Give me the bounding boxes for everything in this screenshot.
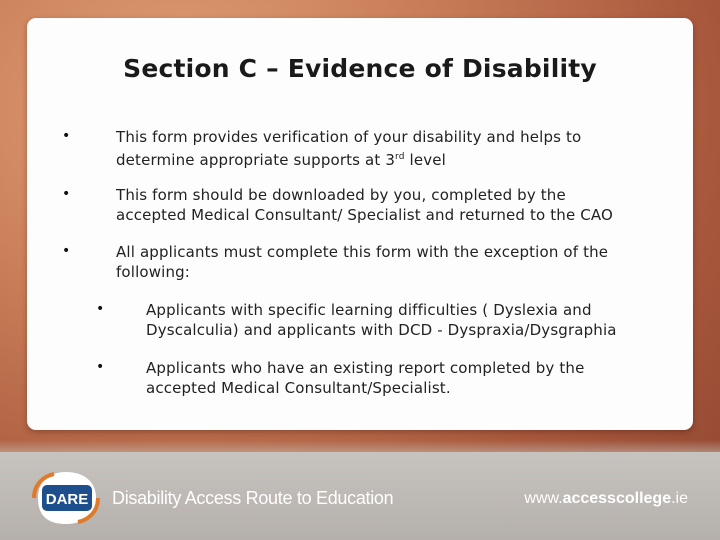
bullet-item-all-applicants [116,242,608,282]
bullet-line: accepted Medical Consultant/ Specialist and returned to the CAO [116,206,613,224]
sub-bullet-item-learning-difficulties [146,300,617,340]
url-suffix: .ie [671,490,688,507]
bullet-line [116,147,581,170]
bullet-text: level [404,151,446,169]
website-url[interactable] [524,490,688,508]
bullet-line: Applicants with specific learning difficulties ( Dyslexia and [146,301,592,319]
dare-logo [30,468,102,528]
bullet-line: following: [116,263,190,281]
page-title: Section C – Evidence of Disability [123,54,597,83]
bullet-item-download [116,185,613,225]
bullet-line: Dyscalculia) and applicants with DCD - Dyspraxia/Dysgraphia [146,321,617,339]
bullet-line: This form provides verification of your disability and helps to [116,128,582,146]
organisation-name: Disability Access Route to Education [112,488,394,508]
bullet-line: Applicants who have an existing report completed by the [146,359,585,377]
logo-text: DARE [45,491,89,508]
ordinal-suffix: rd [395,152,405,162]
bullet-line: All applicants must complete this form with the exception of the [116,243,609,261]
url-prefix: www. [524,490,563,507]
bullet-line: accepted Medical Consultant/Specialist. [146,379,451,397]
bullet-marker: • [62,128,71,144]
bullet-line: This form should be downloaded by you, completed by the [116,186,566,204]
sub-bullet-marker: • [96,301,105,317]
sub-bullet-marker: • [96,359,105,375]
sub-bullet-item-existing-report [146,358,584,398]
bullet-item-verification [116,127,581,170]
url-domain: accesscollege [562,490,672,507]
bullet-marker: • [62,243,71,259]
bullet-marker: • [62,186,71,202]
bullet-text: determine appropriate supports at 3 [116,151,396,169]
